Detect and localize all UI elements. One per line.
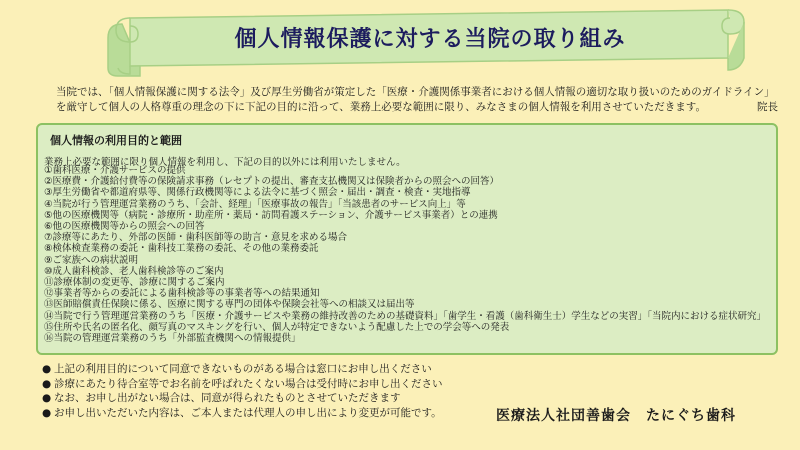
note-item (42, 377, 443, 392)
note-text: お申し出いただいた内容は、ご本人または代理人の申し出により変更が可能です。 (54, 406, 442, 419)
title-scroll-banner (100, 6, 750, 80)
purpose-item: ⑩成人歯科検診、老人歯科検診等のご案内 (44, 265, 224, 277)
purpose-item: ②医療費・介護給付費等の保険請求事務（レセプトの提出、審査支払機関又は保険者からの照会への回答） (44, 176, 500, 188)
purpose-item: ⑬医師賠償責任保険に係る、医療に関する専門の団体や保険会社等への相談又は届出等 (44, 299, 415, 311)
notes-list (42, 362, 443, 420)
purpose-lead: 業務上必要な範囲に限り個人情報を利用し、下記の目的以外には利用いたしません。 (44, 157, 406, 168)
note-item (42, 362, 443, 377)
purpose-item: ⑯当院の管理運営業務のうち「外部監査機関への情報提供」 (44, 333, 301, 345)
purpose-section (36, 123, 778, 355)
bullet-icon: ● (42, 363, 52, 375)
note-item (42, 406, 443, 421)
purpose-item: ⑫事業者等からの委託による歯科検診等の事業者等への結果通知 (44, 288, 320, 300)
intro-paragraph (56, 85, 778, 115)
purpose-item: ①歯科医療・介護サービスの提供 (44, 165, 186, 176)
purpose-item: ③厚生労働省や都道府県等、関係行政機関等による法令に基づく照会・届出・調査・検査・実地指導 (44, 187, 471, 199)
purpose-item: ⑪診療体制の変更等、診療に関するご案内 (44, 277, 225, 289)
bullet-icon: ● (42, 392, 52, 404)
purpose-item: ④当院が行う管理運営業務のうち、「会計、経理」「医療事故の報告」「当該患者のサービス向上」等 (44, 198, 466, 210)
purpose-item: ⑤他の医療機関等（病院・診療所・助産所・薬局・訪問看護ステーション、介護サービス事業者）との連携 (44, 209, 498, 221)
note-text: 診療にあたり待合室等でお名前を呼ばれたくない場合は受付時にお申し出ください (54, 377, 443, 390)
purpose-item: ⑦診療等にあたり、外部の医師・歯科医師等の助言・意見を求める場合 (44, 232, 348, 244)
bullet-icon: ● (42, 377, 52, 390)
purpose-item: ⑥他の医療機関等からの照会への回答 (44, 221, 205, 233)
bullet-icon: ● (42, 406, 52, 419)
note-text: 上記の利用目的について同意できないものがある場合は窓口にお申し出ください (54, 363, 432, 375)
purpose-item: ⑮住所や氏名の匿名化、顔写真のマスキングを行い、個人が特定できないよう配慮した上での学会等への発表 (44, 321, 510, 333)
purpose-item: ⑧検体検査業務の委託・歯科技工業務の委託、その他の業務委託 (44, 243, 319, 255)
intro-signature: 院長 (757, 101, 778, 113)
clinic-name: 医療法人社団善歯会 たにぐち歯科 (496, 408, 736, 424)
purpose-heading: 個人情報の利用目的と範囲 (50, 134, 182, 147)
page-title: 個人情報保護に対する当院の取り組み (234, 26, 626, 52)
purpose-item: ⑭当院で行う管理運営業務のうち「医療・介護サービスや業務の維持改善のための基礎資料」「歯学生・看護（歯科衛生士）学生などの実習」「当院内における症状研究」 (44, 310, 767, 322)
purpose-item: ⑨ご家族への病状説明 (44, 254, 139, 266)
note-text: なお、お申し出がない場合は、同意が得られたものとさせていただきます (54, 392, 401, 404)
note-item (42, 391, 443, 406)
intro-text: 当院では、「個人情報保護に関する法令」及び厚生労働省が策定した「医療・介護関係事業者における個人情報の適切な取り扱いのためのガイドライン」を厳守して個人の人格尊重の理念の下に下記の目的に沿って、業務上必要な範囲に限り、みなさまの個人情報を利用させていただきます。 (56, 86, 775, 113)
purpose-list (44, 165, 766, 344)
